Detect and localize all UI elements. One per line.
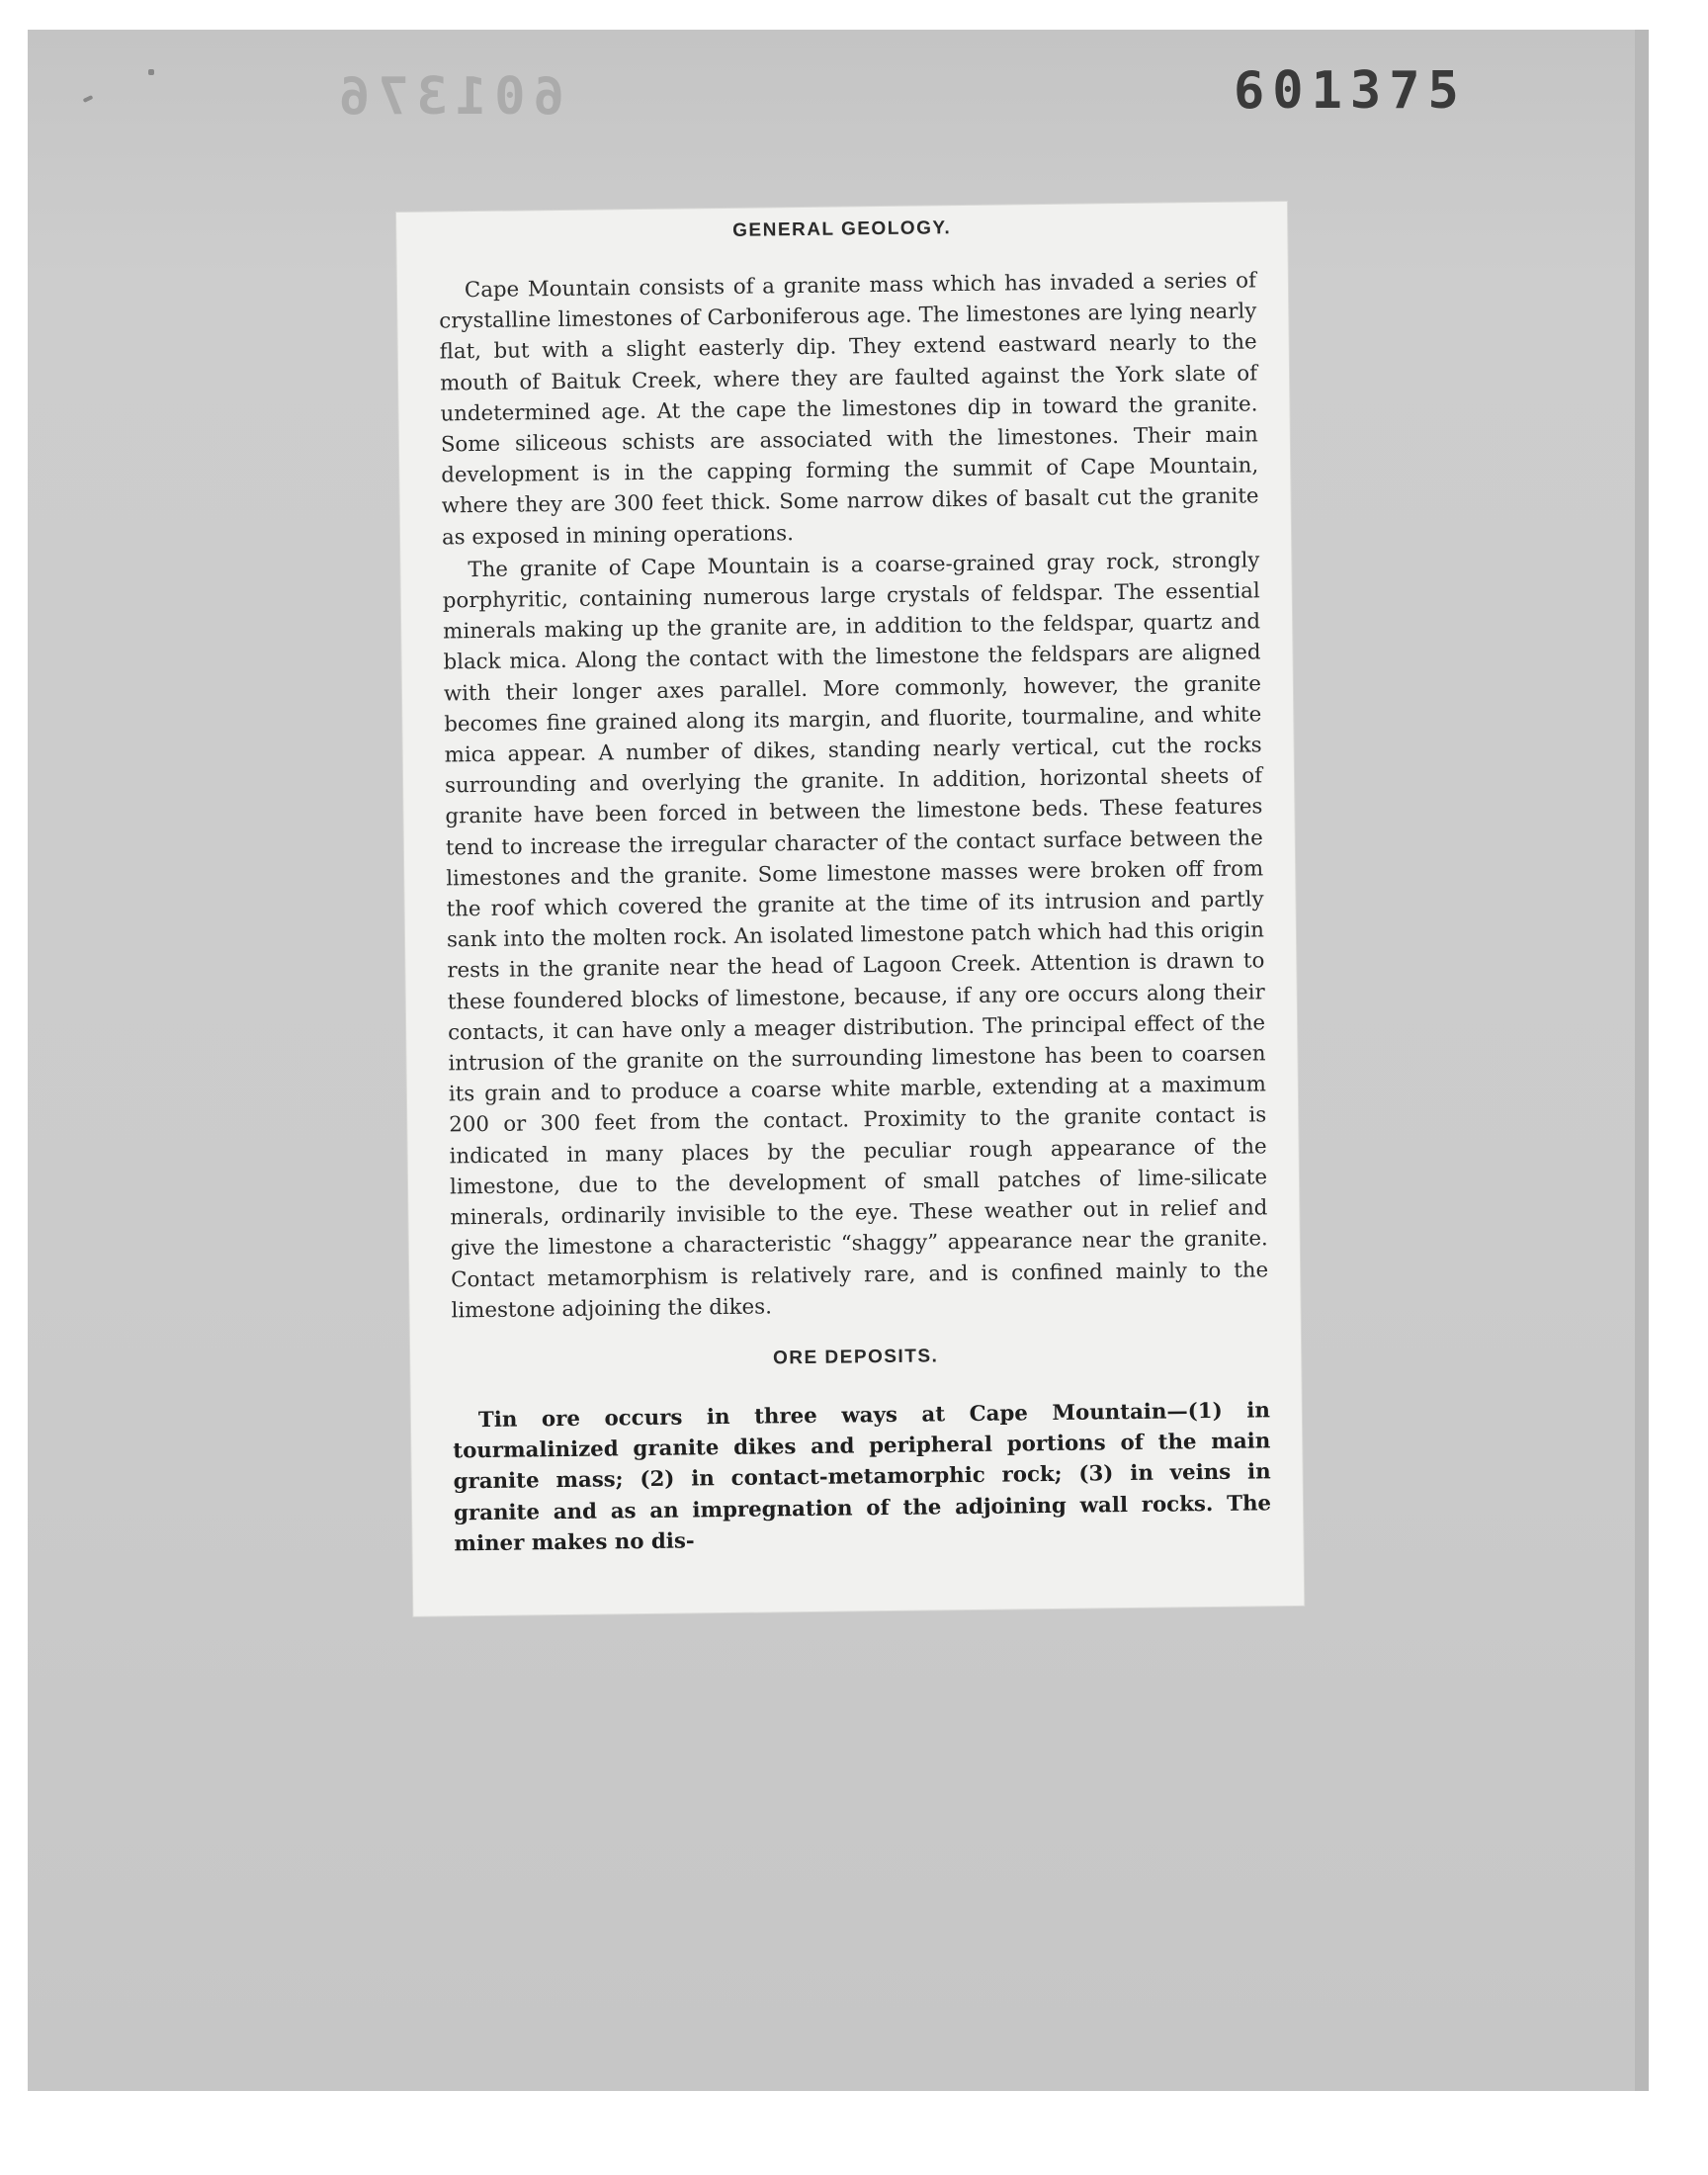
heading-general-geology: GENERAL GEOLOGY. [732,218,952,241]
mirrored-stamp-number: 601376 [331,67,564,127]
page-stamp-number: 601375 [1234,61,1467,121]
document-clipping [396,202,1304,1616]
heading-ore-deposits: ORE DEPOSITS. [772,1346,939,1369]
paragraph-granite: The granite of Cape Mountain is a coarse-grained gray rock, strongly porphyritic, containing numerous large crystals of feldspar. The essential minerals making up the granite are, in addition to the feldspar, quartz and black mica. Along the contact with the limestone the feldspars are aligned with their longer axes parallel. More commonly, however, the granite becomes fine grained along its margin, and fluorite, tourmaline, and white mica appear. A number of dikes, standing nearly vertical, cut the rocks surrounding and overlying the granite. In addition, horizontal sheets of granite have been forced in between the limestone beds. These features tend to increase the irregular character of the contact surface between the limestones and the granite. Some limestone masses were broken off from the roof which covered the granite at the time of its intrusion and partly sank into the molten rock. An isolated limestone patch which had this origin rests in the granite near the head of Lagoon Creek. Attention is drawn to these foundered blocks of limestone, because, if any ore occurs along their contacts, it can have only a meager distribution. The principal effect of the intrusion of the granite on the surrounding limestone has been to coarsen its grain and to produce a coarse white marble, extending at a maximum 200 or 300 feet from the contact. Proximity to the granite contact is indicated in many places by the peculiar rough appearance of the limestone, due to the development of small patches of lime-silicate minerals, ordinarily invisible to the eye. These weather out in relief and give the limestone a characteristic “shaggy” appearance near the granite. Contact metamorphism is relatively rare, and is confined mainly to the limestone adjoining the dikes. [442,548,1269,1324]
dust-speck [148,69,154,75]
paragraph-tin-ore: Tin ore occurs in three ways at Cape Mountain—(1) in tourmalinized granite dikes and peripheral portions of the main granite mass; (2) in contact-metamorphic rock; (3) in veins in granite and as an impregnation of the adjoining wall rocks. The miner makes no dis- [453,1398,1272,1557]
paragraph-cape-mountain: Cape Mountain consists of a granite mass which has invaded a series of crystalline limestones of Carboniferous age. The limestones are lying nearly flat, but with a slight easterly dip. They extend eastward nearly to the mouth of Baituk Creek, where they are faulted against the York slate of undetermined age. At the cape the limestones dip in toward the granite. Some siliceous schists are associated with the limestones. Their main development is in the capping forming the summit of Cape Mountain, where they are 300 feet thick. Some narrow dikes of basalt cut the granite as exposed in mining operations. [439,268,1259,551]
